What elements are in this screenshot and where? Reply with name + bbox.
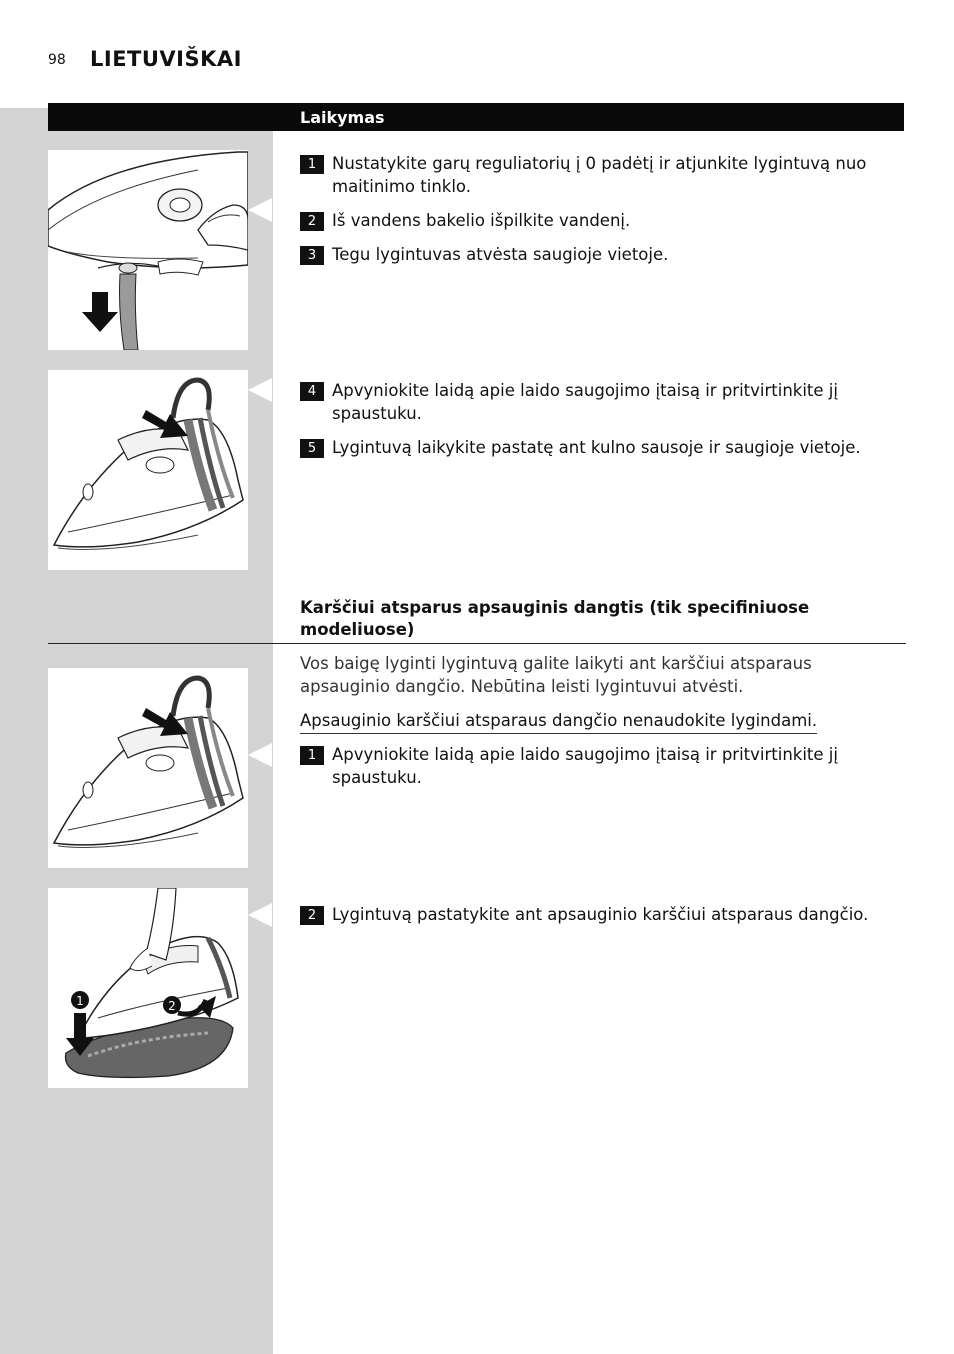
figure-pointer (248, 743, 272, 767)
step-number: 1 (300, 155, 324, 174)
subsection-title: Karščiui atsparus apsauginis dangtis (tik specifiniuose modeliuose) (300, 598, 810, 639)
step-number: 1 (300, 746, 324, 765)
step-text: Iš vandens bakelio išpilkite vandenį. (332, 211, 631, 230)
figure-place-on-cover (48, 888, 248, 1088)
step-number: 3 (300, 246, 324, 265)
step-text: Lygintuvą laikykite pastatę ant kulno sausoje ir saugioje vietoje. (332, 438, 861, 457)
figure-pointer (248, 378, 272, 402)
intro-paragraph: Vos baigę lyginti lygintuvą galite laikyti ant karščiui atsparaus apsauginio dangčio. Nebūtina leisti lygintuvui atvėsti. (300, 654, 812, 696)
figure-cord-wrap (48, 370, 248, 570)
step-item (300, 379, 890, 425)
step-text: Tegu lygintuvas atvėsta saugioje vietoje. (332, 245, 669, 264)
step-text: Nustatykite garų reguliatorių į 0 padėtį ir atjunkite lygintuvą nuo maitinimo tinklo. (332, 154, 867, 196)
step-text: Apvyniokite laidą apie laido saugojimo įtaisą ir pritvirtinkite jį spaustuku. (332, 381, 838, 423)
step-number: 2 (300, 212, 324, 231)
iron-on-cover-illustration (48, 888, 248, 1088)
step-number: 5 (300, 439, 324, 458)
callout-two: 2 (168, 999, 176, 1013)
step-item (300, 436, 890, 459)
step-text: Lygintuvą pastatykite ant apsauginio karščiui atsparaus dangčio. (332, 905, 869, 924)
warning-note: Apsauginio karščiui atsparaus dangčio nenaudokite lygindami. (300, 709, 817, 734)
iron-water-drain-illustration (48, 150, 248, 350)
iron-cord-wrap-illustration (48, 370, 248, 570)
step-item (300, 209, 890, 232)
step-item (300, 903, 890, 926)
step-text: Apvyniokite laidą apie laido saugojimo įtaisą ir pritvirtinkite jį spaustuku. (332, 745, 838, 787)
figure-cord-wrap-heat-cover (48, 668, 248, 868)
section-header-bar (48, 103, 904, 131)
subsection-divider (48, 643, 906, 644)
page-number: 98 (48, 52, 66, 68)
figure-pointer (248, 903, 272, 927)
figure-pointer (248, 198, 272, 222)
section-title: Laikymas (300, 108, 385, 127)
step-item (300, 152, 890, 198)
figure-empty-water (48, 150, 248, 350)
step-number: 4 (300, 382, 324, 401)
step-number: 2 (300, 906, 324, 925)
step-item (300, 743, 890, 789)
callout-one: 1 (76, 994, 84, 1008)
language-heading: LIETUVIŠKAI (90, 47, 242, 71)
iron-cord-wrap-illustration (48, 668, 248, 868)
step-item (300, 243, 890, 266)
